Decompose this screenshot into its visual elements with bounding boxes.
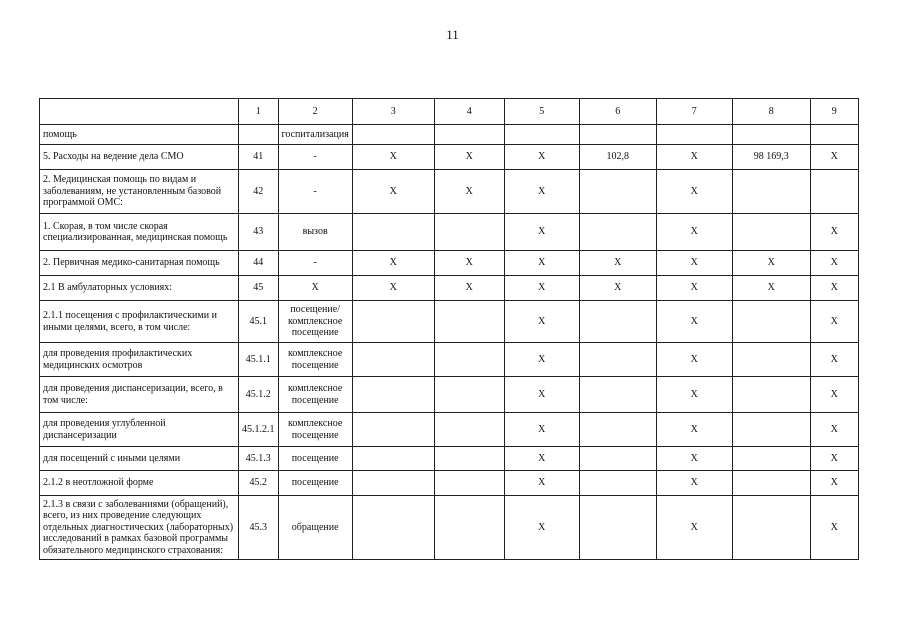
table-body [40,99,859,560]
cell-desc: 2.1.2 в неотложной форме [40,471,239,496]
cell-code: 45.1.1 [239,343,279,377]
cell-desc: для проведения профилактических медицинских осмотров [40,343,239,377]
cell-c5: X [504,343,579,377]
cell-c7: X [656,343,732,377]
cell-c5: X [504,447,579,471]
cell-c6 [579,377,656,413]
cell-c7: X [656,496,732,560]
cell-code: 43 [239,214,279,251]
header-row [40,99,859,125]
cell-unit: - [278,170,352,214]
cell-c8 [732,125,810,145]
cell-c8: X [732,251,810,276]
cell-c3 [352,125,434,145]
cell-c8 [732,301,810,343]
cell-c8 [732,471,810,496]
header-cell-3: 3 [352,99,434,125]
table-row [40,276,859,301]
header-cell-9: 9 [810,99,858,125]
cell-code: 42 [239,170,279,214]
cell-c3 [352,343,434,377]
cell-c3 [352,214,434,251]
cell-c5: X [504,276,579,301]
cell-c9: X [810,343,858,377]
cell-c4: X [434,170,504,214]
cell-desc: 2.1.3 в связи с заболеваниями (обращений), всего, из них проведение следующих отдельных диагностических (лабораторных) исследований в рамках базовой программы обязательного медицинского страхования: [40,496,239,560]
cell-unit: обращение [278,496,352,560]
cell-c9: X [810,413,858,447]
cell-c4 [434,301,504,343]
cell-c9: X [810,145,858,170]
cell-c6: X [579,276,656,301]
cell-c3 [352,496,434,560]
table-row [40,496,859,560]
table-row [40,377,859,413]
cell-c8 [732,377,810,413]
table-row [40,447,859,471]
cell-c3 [352,413,434,447]
cell-desc: 2. Медицинская помощь по видам и заболеваниям, не установленным базовой программой ОМС: [40,170,239,214]
cell-c5: X [504,377,579,413]
cell-desc: для проведения углубленной диспансеризации [40,413,239,447]
cell-c5 [504,125,579,145]
cell-c3 [352,377,434,413]
cell-c6 [579,471,656,496]
table-row [40,471,859,496]
cell-c3: X [352,170,434,214]
cell-code [239,125,279,145]
cell-c4: X [434,251,504,276]
cell-unit: комплексное посещение [278,377,352,413]
cell-c8 [732,496,810,560]
cell-c7: X [656,276,732,301]
cell-c4: X [434,276,504,301]
cell-c8 [732,214,810,251]
cell-desc: 5. Расходы на ведение дела СМО [40,145,239,170]
cell-c3 [352,447,434,471]
cell-c5: X [504,214,579,251]
cell-c5: X [504,145,579,170]
cell-c5: X [504,301,579,343]
cell-c6: 102,8 [579,145,656,170]
cell-unit: комплексное посещение [278,413,352,447]
cell-c9: X [810,496,858,560]
cell-c5: X [504,471,579,496]
header-cell-2: 2 [278,99,352,125]
cell-desc: 2. Первичная медико-санитарная помощь [40,251,239,276]
cell-c9 [810,170,858,214]
cell-c9: X [810,276,858,301]
cell-c4 [434,447,504,471]
cell-c6 [579,301,656,343]
table-row [40,170,859,214]
cell-c4 [434,471,504,496]
cell-c3 [352,471,434,496]
table-row [40,301,859,343]
cell-code: 41 [239,145,279,170]
cell-unit: комплексное посещение [278,343,352,377]
cell-c7: X [656,214,732,251]
cell-c7: X [656,170,732,214]
table-row [40,214,859,251]
cell-unit: X [278,276,352,301]
cell-c9: X [810,301,858,343]
cell-c6 [579,125,656,145]
cell-c4 [434,343,504,377]
table-row [40,125,859,145]
header-cell-8: 8 [732,99,810,125]
cell-c9: X [810,377,858,413]
cell-code: 45.1.2.1 [239,413,279,447]
cell-unit: госпитализация [278,125,352,145]
header-cell-5: 5 [504,99,579,125]
cell-c9: X [810,214,858,251]
cell-c8 [732,413,810,447]
header-cell-desc [40,99,239,125]
cell-c3: X [352,251,434,276]
cell-code: 45.3 [239,496,279,560]
cell-c7: X [656,447,732,471]
cell-unit: - [278,251,352,276]
cell-c7: X [656,377,732,413]
cell-c4 [434,214,504,251]
table-row [40,413,859,447]
cell-c8 [732,343,810,377]
cell-c7: X [656,301,732,343]
cell-code: 44 [239,251,279,276]
cell-c9 [810,125,858,145]
cell-c9: X [810,471,858,496]
header-cell-1: 1 [239,99,279,125]
cell-c6 [579,214,656,251]
cell-c5: X [504,413,579,447]
cell-c8: 98 169,3 [732,145,810,170]
cell-c4 [434,125,504,145]
cell-c4 [434,413,504,447]
table-row [40,343,859,377]
cell-code: 45.1.3 [239,447,279,471]
cell-c6: X [579,251,656,276]
cell-c5: X [504,496,579,560]
cell-c6 [579,496,656,560]
cell-c6 [579,413,656,447]
cell-c7: X [656,251,732,276]
cell-code: 45.2 [239,471,279,496]
cell-c4 [434,377,504,413]
cell-desc: 2.1.1 посещения с профилактическими и иными целями, всего, в том числе: [40,301,239,343]
cell-unit: посещение [278,447,352,471]
cell-c3: X [352,276,434,301]
cell-c3 [352,301,434,343]
cell-c6 [579,447,656,471]
cell-code: 45.1.2 [239,377,279,413]
header-cell-4: 4 [434,99,504,125]
cell-c4 [434,496,504,560]
cell-code: 45 [239,276,279,301]
cell-c9: X [810,251,858,276]
cell-unit: посещение/ комплексное посещение [278,301,352,343]
cell-desc: 1. Скорая, в том числе скорая специализированная, медицинская помощь [40,214,239,251]
data-table [39,98,859,560]
cell-c6 [579,343,656,377]
cell-code: 45.1 [239,301,279,343]
cell-c3: X [352,145,434,170]
cell-c8: X [732,276,810,301]
cell-c8 [732,447,810,471]
cell-c9: X [810,447,858,471]
cell-c8 [732,170,810,214]
cell-unit: - [278,145,352,170]
table-row [40,145,859,170]
cell-c4: X [434,145,504,170]
page-number: 11 [446,27,459,42]
header-cell-6: 6 [579,99,656,125]
cell-c7: X [656,145,732,170]
cell-c6 [579,170,656,214]
table-row [40,251,859,276]
cell-desc: для посещений с иными целями [40,447,239,471]
cell-unit: вызов [278,214,352,251]
cell-c7 [656,125,732,145]
cell-c5: X [504,251,579,276]
cell-desc: 2.1 В амбулаторных условиях: [40,276,239,301]
cell-c5: X [504,170,579,214]
cell-c7: X [656,413,732,447]
cell-c7: X [656,471,732,496]
cell-desc: помощь [40,125,239,145]
cell-desc: для проведения диспансеризации, всего, в том числе: [40,377,239,413]
header-cell-7: 7 [656,99,732,125]
cell-unit: посещение [278,471,352,496]
